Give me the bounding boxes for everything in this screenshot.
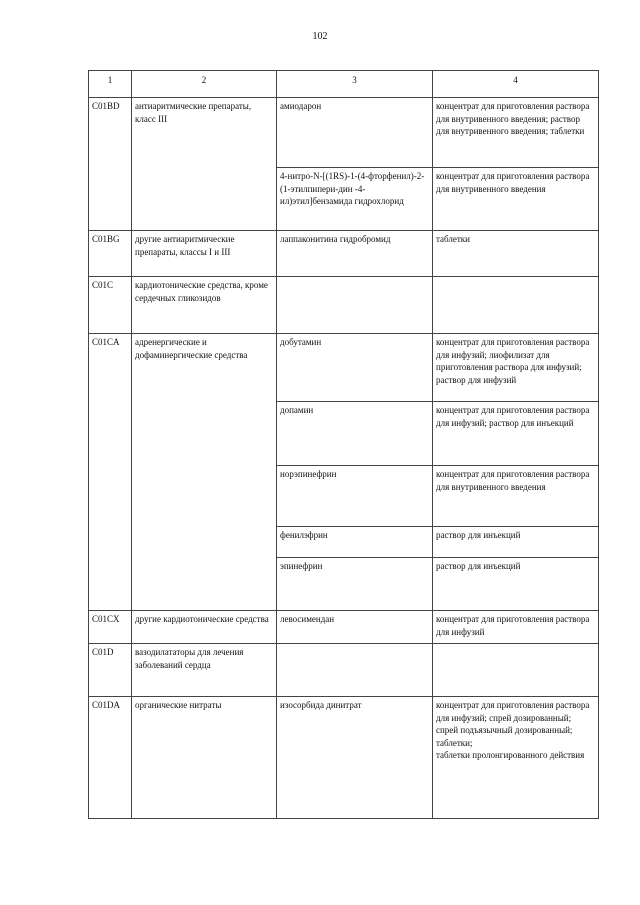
dosage-form: концентрат для приготовления раствора для внутривенного введения: [433, 466, 599, 527]
dosage-form: раствор для инъекций: [433, 527, 599, 558]
drug-name: изосорбида динитрат: [277, 697, 433, 819]
group-name: вазодилататоры для лечения заболеваний сердца: [132, 644, 277, 697]
atc-code: C01CX: [89, 611, 132, 644]
header-col-3: 3: [277, 71, 433, 98]
group-name: адренергические и дофаминергические средства: [132, 334, 277, 611]
header-col-1: 1: [89, 71, 132, 98]
group-name: органические нитраты: [132, 697, 277, 819]
page-number: 102: [312, 31, 328, 42]
table-row: [89, 277, 599, 334]
atc-code: C01DA: [89, 697, 132, 819]
dosage-form: концентрат для приготовления раствора для внутривенного введения: [433, 168, 599, 231]
header-col-2: 2: [132, 71, 277, 98]
drug-name: [277, 277, 433, 334]
drug-name: лаппаконитина гидробромид: [277, 231, 433, 277]
table-row: [89, 334, 599, 402]
dosage-form-line: таблетки пролонгированного действия: [436, 750, 585, 760]
table-row: [89, 98, 599, 168]
dosage-form-line: таблетки;: [436, 737, 473, 748]
atc-code: C01BD: [89, 98, 132, 231]
drug-name: эпинефрин: [277, 558, 433, 611]
drug-name: левосимендан: [277, 611, 433, 644]
atc-code: C01CA: [89, 334, 132, 611]
dosage-form: концентрат для приготовления раствора для инфузий; раствор для инъекций: [433, 402, 599, 466]
dosage-form: концентрат для приготовления раствора для инфузий: [433, 611, 599, 644]
drug-name: норэпинефрин: [277, 466, 433, 527]
dosage-form: раствор для инъекций: [433, 558, 599, 611]
atc-code: C01D: [89, 644, 132, 697]
dosage-form: таблетки: [433, 231, 599, 277]
dosage-form: [433, 644, 599, 697]
dosage-form: [433, 697, 599, 819]
drug-classification-table: [88, 70, 599, 819]
dosage-form: [433, 277, 599, 334]
drug-name: допамин: [277, 402, 433, 466]
dosage-form-line: концентрат для приготовления раствора для инфузий; спрей дозированный; спрей подъязычный дозированный;: [436, 700, 590, 735]
group-name: другие антиаритмические препараты, классы I и III: [132, 231, 277, 277]
table-row: [89, 231, 599, 277]
drug-name: амиодарон: [277, 98, 433, 168]
drug-name: фенилэфрин: [277, 527, 433, 558]
drug-name: добутамин: [277, 334, 433, 402]
drug-name: 4-нитро-N-[(1RS)-1-(4-фторфенил)-2-(1-этилпипери-дин -4-ил)этил]бензамида гидрохлорид: [277, 168, 433, 231]
table-row: [89, 697, 599, 819]
dosage-form: концентрат для приготовления раствора для внутривенного введения; раствор для внутривенного введения; таблетки: [433, 98, 599, 168]
group-name: антиаритмические препараты, класс III: [132, 98, 277, 231]
drug-name: [277, 644, 433, 697]
atc-code: C01BG: [89, 231, 132, 277]
group-name: другие кардиотонические средства: [132, 611, 277, 644]
atc-code: C01C: [89, 277, 132, 334]
table-row: [89, 644, 599, 697]
table-header-row: [89, 71, 599, 98]
group-name: кардиотонические средства, кроме сердечных гликозидов: [132, 277, 277, 334]
header-col-4: 4: [433, 71, 599, 98]
table-row: [89, 611, 599, 644]
dosage-form: концентрат для приготовления раствора для инфузий; лиофилизат для приготовления раствора для инфузий; раствор для инфузий: [433, 334, 599, 402]
